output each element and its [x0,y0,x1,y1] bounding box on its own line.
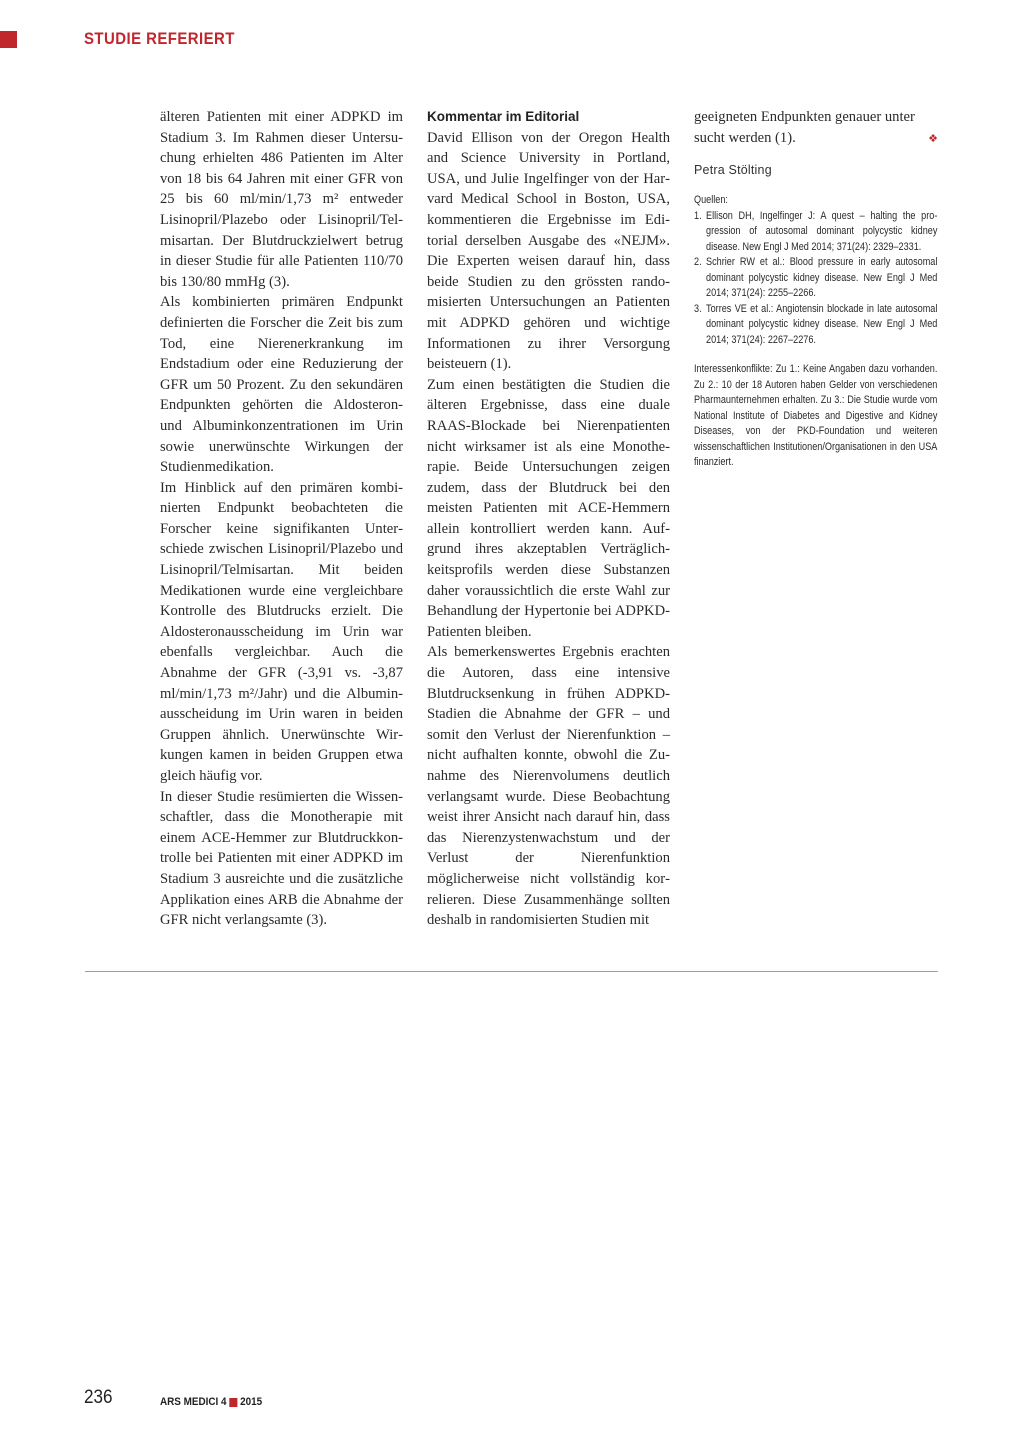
article-column-1 [160,107,403,931]
paragraph-conclusion: In dieser Studie resümierten die Wissenschaftler, dass die Monotherapie mit einem ACE-Hemmer zur Blutdruckkontrolle bei Patienten mit einer ADPKD im Stadium 3 ausreichte und die zusätzliche Applikation eines ARB die Abnahme der GFR nicht verlangsamte (3). [160,788,403,929]
reference-item [694,209,937,256]
conflicts-of-interest: Interessenkonflikte: Zu 1.: Keine Angaben dazu vorhanden. Zu 2.: 10 der 18 Autoren haben Gelder von verschiedenen Pharmaunternehmen erhalten. Zu 3.: Die Studie wurde vom National Institute of Diabetes and Digestive and Kidney Diseases, von der PKD-Foundation und weiteren wissenschaftlichen Institutionen/Organisationen in den USA finanziert. [694,363,938,469]
reference-number: 2. [694,256,702,269]
editorial-heading: Kommentar im Editorial [427,109,580,124]
reference-text: Schrier RW et al.: Blood pressure in early autosomal dominant polycystic kidney disease. New Engl J Med 2014; 371(24): 2255–2266. [706,256,938,300]
article-column-3 [694,107,938,471]
reference-item [694,302,937,349]
reference-text: Ellison DH, Ingelfinger J: A quest – halting the progression of autosomal dominant polycystic kidney disease. New Engl J Med 2014; 371(24): 2329–2331. [706,209,938,253]
paragraph-editorial-raas: Zum einen bestätigten die Studien die älteren Ergebnisse, dass eine duale RAAS-Blockade bei Nierenpatienten nicht wirksamer ist als eine Monotherapie. Beide Untersuchungen zeigen zudem, dass der Blutdruck bei den meisten Patienten mit ACE-Hemmern allein kontrolliert werden kann. Aufgrund ihres akzeptablen Verträglichkeitsprofils werden diese Substanzen daher voraussichtlich die erste Wahl zur Behandlung der Hypertonie bei ADPKD-Patienten bleiben. [427,376,670,640]
continuation-end-text: sucht werden (1). [694,129,796,146]
journal-footer [160,1396,262,1408]
section-title: STUDIE REFERIERT [84,29,235,48]
author-name: Petra Stölting [694,163,772,178]
reference-text: Torres VE et al.: Angiotensin blockade in late autosomal dominant polycystic kidney disease. New Engl J Med 2014; 371(24): 2267–2276. [706,302,938,346]
paragraph-editorial-intro: David Ellison von der Oregon Health and Science University in Portland, USA, und Julie Ingelfinger von der Harvard Medical School in Boston, USA, kommentieren die Ergebnisse im Editorial derselben Ausgabe des «NEJM». Die Experten weisen darauf hin, dass beide Studien zu den grössten randomisierten Untersuchungen an Patienten mit ADPKD gehören und wichtige Informationen zu ihrer Versorgung beisteuern (1). [427,129,670,373]
section-marker-square [0,31,17,48]
footer-square-icon [229,1398,237,1407]
article-column-2 [427,107,670,931]
reference-item [694,255,937,302]
reference-number: 3. [694,302,702,315]
paragraph-continuation-lead: geeigneten Endpunkten genauer unter [694,109,915,125]
journal-name: ARS MEDICI 4 [160,1396,227,1408]
paragraph-editorial-remarkable: Als bemerkenswertes Ergebnis erachten die Autoren, dass eine intensive Blutdrucksenkung in frühen ADPKD-Stadien die Abnahme der GFR – und somit den Verlust der Nierenfunktion – nicht aufhalten konnte, obwohl die Zunahme des Nierenvolumens deutlich verlangsamt wurde. Diese Beobachtung weist ihrer Ansicht nach darauf hin, dass das Nierenzystenwachstum und der Verlust der Nierenfunktion möglicherweise nicht vollständig korrelieren. Diese Zusammenhänge sollten deshalb in randomisierten Studien mit [427,644,670,929]
journal-year: 2015 [240,1396,263,1408]
paragraph-results: Im Hinblick auf den primären kombinierten Endpunkt beobachteten die Forscher keine signifikanten Unterschiede zwischen Lisinopril/Plazebo und Lisinopril/Telmisartan. Mit beiden Medikationen wurde eine vergleichbare Kontrolle des Blutdrucks erzielt. Die Aldosteronausscheidung im Urin war ebenfalls vergleichbar. Auch die Abnahme der GFR (-3,91 vs. -3,87 ml/min/1,73 m²/Jahr) und die Albuminausscheidung im Urin waren in beiden Gruppen ähnlich. Unerwünschte Wirkungen kamen in beiden Gruppen etwa gleich häufig vor. [160,479,403,784]
paragraph-continuation-end [694,128,938,150]
paragraph-endpoints: Als kombinierten primären Endpunkt definierten die Forscher die Zeit bis zum Tod, eine Nierenerkrankung im Endstadium oder eine Reduzierung der GFR um 50 Prozent. Zu den sekundären Endpunkten gehörten die Aldosteron- und Albuminkonzentrationen im Urin sowie unerwünschte Wirkungen der Studienmedikation. [160,294,403,476]
paragraph-study-design: älteren Patienten mit einer ADPKD im Stadium 3. Im Rahmen dieser Untersuchung erhielten 486 Patienten im Alter von 18 bis 64 Jahren mit einer GFR von 25 bis 60 ml/min/1,73 m² entweder Lisinopril/Plazebo oder Lisinopril/Telmisartan. Der Blutdruckzielwert betrug in dieser Studie für alle Patienten 110/70 bis 130/80 mmHg (3). [160,109,403,290]
page-number: 236 [84,1387,113,1408]
reference-list [694,209,937,349]
reference-number: 1. [694,209,702,222]
footer-divider [85,971,938,972]
sources-label: Quellen: [694,194,728,207]
end-of-article-icon: ❖ [928,131,938,145]
